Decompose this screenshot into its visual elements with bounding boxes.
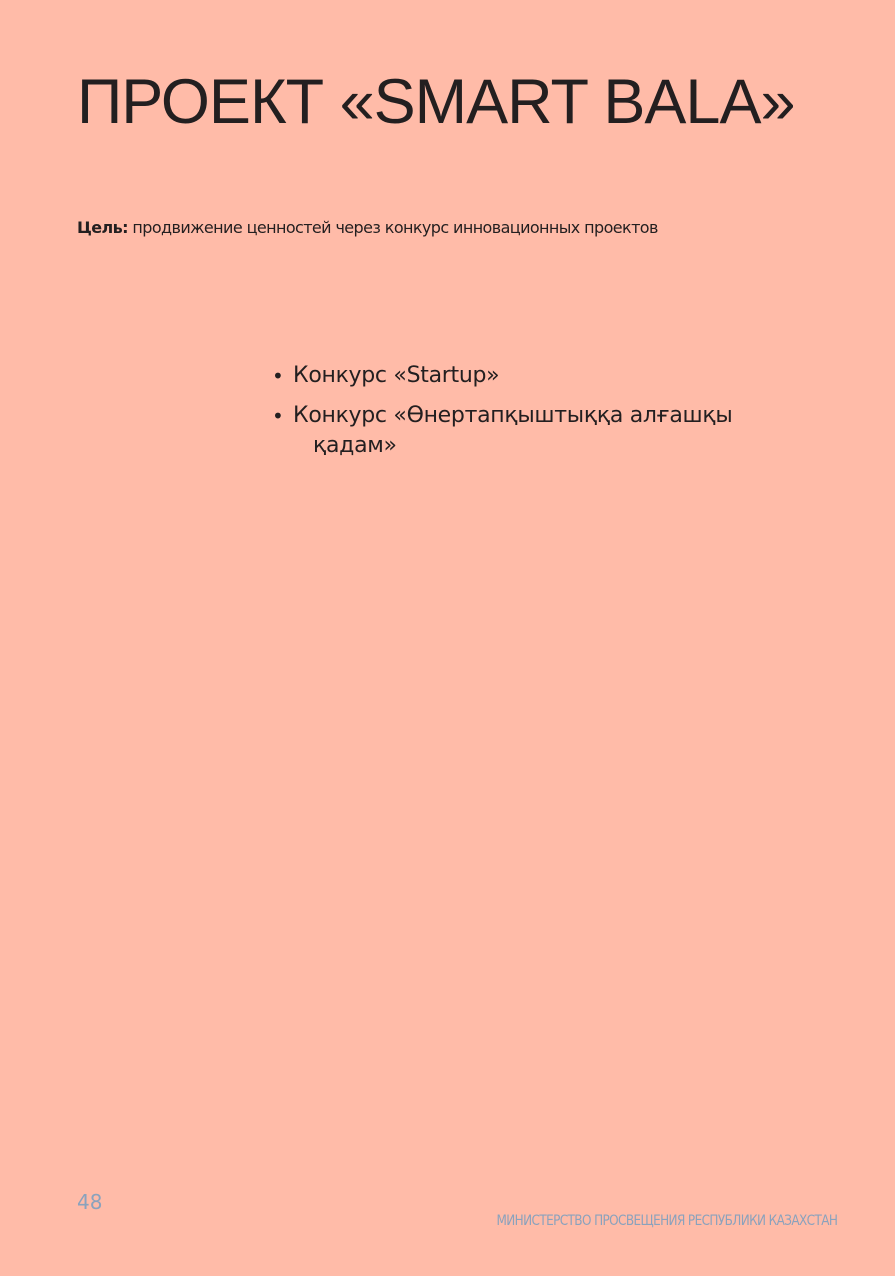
footer-ministry: МИНИСТЕРСТВО ПРОСВЕЩЕНИЯ РЕСПУБЛИКИ КАЗАХСТАН [496,1213,837,1229]
competition-list [272,361,812,471]
goal-paragraph [77,215,677,240]
competition-label: Конкурс «Startup» [293,363,500,388]
competition-item-startup [272,361,812,391]
goal-label: Цель: [77,218,128,237]
goal-text: продвижение ценностей через конкурс инновационных проектов [127,218,658,237]
competition-label: Конкурс «Өнертапқыштыққа алғашқы қадам» [293,403,733,458]
page-number: 48 [77,1190,103,1214]
bullet-icon: • [272,364,284,388]
competition-item-first-step [272,401,812,461]
page-title: ПРОЕКТ «SMART BALA» [77,67,795,137]
bullet-icon: • [272,404,284,428]
